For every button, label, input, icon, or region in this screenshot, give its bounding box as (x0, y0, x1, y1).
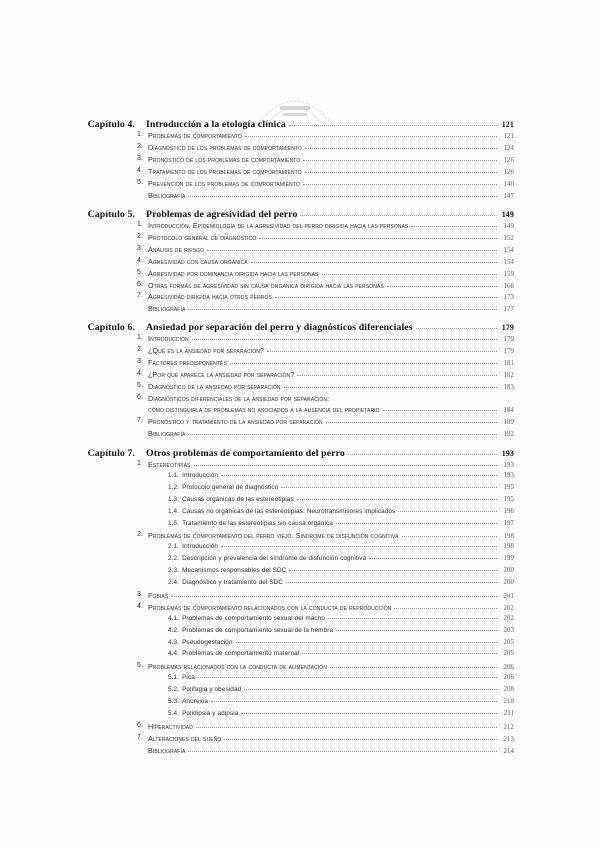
entry-title: Problemas de comportamiento sexual del macho (182, 614, 325, 622)
toc-entry[interactable] (148, 746, 514, 755)
dot-leader (411, 226, 497, 227)
entry-page-number: 210 (503, 698, 514, 705)
subentry-number: 2.1. (168, 543, 180, 551)
entry-number: 1. (136, 334, 143, 341)
entry-number: 5. (136, 268, 143, 276)
dot-leader (297, 375, 497, 376)
entry-title: ¿Qué es la ansiedad por separación? (148, 345, 265, 355)
entry-page-number: 213 (503, 735, 514, 743)
entry-page-number: 121 (503, 133, 514, 140)
subentry-number: 1.1. (168, 471, 180, 479)
entry-page-number: 166 (503, 282, 514, 290)
dot-leader (241, 713, 497, 714)
entry-page-number: 154 (503, 246, 514, 254)
entry-page-number: 211 (503, 709, 514, 717)
toc-subentry[interactable] (168, 472, 514, 479)
dot-leader (284, 387, 497, 388)
toc-entry[interactable] (136, 256, 514, 266)
toc-entry[interactable] (136, 369, 514, 379)
entry-page-number: 206 (503, 664, 514, 672)
chapter-heading[interactable] (87, 209, 514, 220)
toc-entry[interactable] (136, 280, 514, 290)
entry-number: 6. (136, 393, 143, 401)
subentry-number: 2.4. (168, 579, 180, 586)
entry-page-number: 195 (503, 495, 514, 503)
entry-page-number: 193 (503, 462, 514, 469)
toc-subentry[interactable] (168, 543, 514, 550)
entry-number: 7. (136, 733, 143, 741)
subentry-number: 4.2. (168, 626, 180, 634)
entry-title: Pronóstico y tratamiento de la ansiedad por separación (148, 417, 323, 427)
dot-leader (267, 351, 497, 352)
subentry-number: 5.2. (168, 686, 180, 694)
dot-leader (416, 328, 497, 329)
entry-page-number: 200 (503, 579, 514, 586)
entry-number: 5. (136, 381, 143, 389)
entry-page-number: 196 (503, 507, 514, 515)
entry-title: Descripción y prevalencia del síndrome de disfunción cognitiva (182, 555, 367, 563)
entry-number: 4. (136, 369, 143, 377)
dot-leader (402, 536, 497, 537)
entry-page-number: 199 (503, 555, 514, 563)
entry-title: Problemas de comportamiento del perro viejo. Síndrome de disfunción cognitiva (148, 531, 399, 541)
toc-subentry[interactable] (168, 579, 514, 586)
entry-title: Análisis de riesgo (148, 244, 205, 254)
dot-leader (303, 160, 497, 161)
dot-leader (207, 250, 497, 251)
toc-entry[interactable] (136, 221, 514, 230)
chapter-page-number: 193 (501, 449, 514, 458)
dot-leader (230, 363, 497, 364)
entry-number: 1. (136, 221, 143, 228)
entry-title: Introducción (182, 543, 219, 551)
chapter-heading[interactable] (87, 322, 514, 333)
toc-entry[interactable] (136, 417, 514, 427)
subentry-number: 4.1. (168, 614, 180, 622)
dot-leader (303, 184, 497, 185)
dot-leader (221, 546, 497, 547)
toc-entry[interactable] (136, 381, 514, 391)
subentry-number: 1.3. (168, 495, 180, 503)
entry-number: 2. (136, 531, 143, 539)
dot-leader (369, 558, 497, 559)
chapter-page-number: 179 (501, 323, 514, 332)
chapter-label: Capítulo 7. (87, 448, 135, 459)
entry-number: 2. (136, 232, 143, 240)
toc-subentry[interactable] (168, 698, 514, 705)
entry-page-number: 195 (503, 483, 514, 491)
dot-leader (198, 677, 497, 678)
toc-subentry[interactable] (168, 615, 514, 622)
entry-title: Mecanismos responsables del SDC (182, 567, 287, 575)
entry-title: ¿Por qué aparece la ansiedad por separación? (148, 369, 295, 379)
toc-entry[interactable] (136, 292, 514, 302)
toc-subentry[interactable] (168, 496, 514, 503)
entry-title: Problemas de comportamiento relacionados con la conducta de reproducción (148, 602, 392, 612)
entry-page-number: 183 (503, 383, 514, 391)
entry-page-number: 206 (503, 674, 514, 682)
dot-leader (275, 297, 497, 298)
entry-page-number: 159 (503, 270, 514, 278)
entry-page-number: 208 (503, 686, 514, 694)
toc-entry[interactable] (136, 178, 514, 188)
dot-leader (188, 751, 497, 752)
dot-leader (188, 309, 497, 310)
toc-entry[interactable] (136, 345, 514, 355)
chapter-heading[interactable] (87, 448, 514, 459)
dot-leader (394, 608, 497, 609)
dot-leader (330, 667, 497, 668)
entry-page-number: 201 (503, 592, 514, 600)
entry-title: Tratamiento de los problemas de comportamiento (148, 166, 302, 176)
chapter-title: Problemas de agresividad del perro (146, 209, 298, 220)
dot-leader (297, 499, 497, 500)
subentry-number: 5.3. (168, 698, 180, 705)
entry-page-number: 154 (503, 258, 514, 266)
dot-leader (259, 238, 497, 239)
entry-title: Estereotipias (148, 460, 191, 469)
entry-page-number: 214 (503, 747, 514, 755)
entry-title: Problemas de comportamiento (148, 131, 242, 140)
entry-page-number: 193 (503, 471, 514, 479)
entry-title: cómo distinguirla de problemas no asociados a la ausencia del propietario (148, 405, 380, 415)
dot-leader (211, 701, 497, 702)
entry-page-number: 173 (503, 294, 514, 302)
toc-subentry[interactable] (168, 508, 514, 515)
dot-leader (289, 570, 497, 571)
dot-leader (281, 487, 497, 488)
toc-subentry[interactable] (168, 710, 514, 717)
dot-leader (300, 215, 497, 216)
toc-entry[interactable] (148, 429, 514, 438)
dot-leader (387, 286, 497, 287)
dot-leader (188, 434, 497, 435)
toc-entry[interactable] (136, 357, 514, 367)
entry-title: Problemas de comportamiento sexual de la hembra (182, 626, 334, 634)
dot-leader (224, 739, 497, 740)
entry-title: Pseudogestación (182, 638, 233, 646)
entry-title: Causas no orgánicas de las estereotipias. Neurotransmisores implicados (182, 507, 396, 515)
toc-entry[interactable] (136, 602, 514, 612)
dot-leader (244, 689, 497, 690)
entry-number: 5. (136, 662, 143, 670)
chapter-page-number: 149 (501, 210, 514, 219)
dot-leader (245, 136, 497, 137)
dot-leader (192, 339, 497, 340)
toc-entry[interactable] (136, 232, 514, 242)
entry-page-number: 184 (503, 407, 514, 415)
entry-title: Protocolo general de diagnóstico (182, 483, 279, 491)
entry-number: 4. (136, 602, 143, 610)
dot-leader (322, 274, 497, 275)
entry-title: Prevención de los problemas de comportamiento (148, 178, 300, 188)
entry-title: Agresividad dirigida hacia otros perros (148, 292, 272, 302)
entry-page-number: 198 (503, 533, 514, 541)
entry-number: 7. (136, 292, 143, 300)
dot-leader (326, 422, 497, 423)
entry-page-number: 205 (503, 650, 514, 658)
entry-title: Otras formas de agresividad sin causa orgánica dirigida hacia las personas (148, 280, 384, 290)
entry-title: Agresividad con causa orgánica (148, 256, 248, 266)
entry-number: 3. (136, 154, 143, 162)
entry-page-number: 198 (503, 543, 514, 551)
entry-page-number: 197 (503, 519, 514, 527)
entry-title: Bibliografía (148, 304, 186, 314)
chapter-title: Introducción a la etología clínica (146, 119, 286, 130)
entry-number: 4. (136, 256, 143, 264)
toc-entry[interactable] (136, 334, 514, 343)
entry-number: 5. (136, 178, 143, 186)
entry-page-number: 179 (503, 336, 514, 343)
entry-number: 7. (136, 417, 143, 425)
dot-leader (305, 148, 497, 149)
toc-entry[interactable] (136, 166, 514, 176)
entry-title: Pronóstico de los problemas de comportamiento (148, 154, 301, 164)
entry-title: Problemas de comportamiento maternal (182, 650, 300, 658)
entry-title: Hiperactividad (148, 721, 193, 731)
chapter-title: Otros problemas de comportamiento del perro (146, 448, 345, 459)
entry-page-number: 200 (503, 567, 514, 575)
toc-entry[interactable] (136, 244, 514, 254)
chapter-heading[interactable] (87, 119, 514, 130)
toc-entry[interactable] (136, 531, 514, 541)
toc-entry[interactable] (136, 460, 514, 469)
toc-entry[interactable] (136, 721, 514, 731)
dot-leader (305, 172, 497, 173)
toc-entry[interactable] (136, 733, 514, 743)
dot-leader (221, 475, 497, 476)
entry-page-number: 192 (503, 431, 514, 439)
toc-subentry[interactable] (168, 484, 514, 491)
entry-page-number: 181 (503, 359, 514, 367)
toc-entry[interactable] (148, 191, 514, 200)
toc-entry[interactable] (136, 662, 514, 672)
dot-leader (302, 653, 497, 654)
entry-page-number: 212 (503, 723, 514, 731)
chapter-title: Ansiedad por separación del perro y diagnósticos diferenciales (146, 322, 413, 333)
toc-entry[interactable] (136, 154, 514, 164)
subentry-number: 2.3. (168, 567, 180, 575)
subentry-number: 1.5. (168, 519, 180, 527)
entry-title: Introducción. Epidemiología de la agresividad del perro dirigida hacia las personas (148, 221, 409, 230)
subentry-number: 2.2. (168, 555, 180, 563)
dot-leader (348, 454, 497, 455)
entry-number: 3. (136, 590, 143, 598)
subentry-number: 5.1. (168, 674, 180, 682)
entry-title: Polifagia y obesidad (182, 686, 242, 694)
subentry-number: 5.4. (168, 709, 180, 717)
entry-title: Diagnósticos diferenciales de la ansiedad por separación: (148, 393, 330, 403)
entry-number: 4. (136, 166, 143, 174)
toc-entry[interactable] (136, 393, 514, 403)
subentry-number: 4.4. (168, 650, 180, 658)
dot-leader (196, 727, 497, 728)
entry-title: Fobias (148, 590, 169, 600)
subentry-number: 4.3. (168, 638, 180, 646)
entry-page-number: 149 (503, 223, 514, 230)
entry-title: Bibliografía (148, 190, 186, 200)
entry-title: Factores predisponentes (148, 357, 227, 367)
dot-leader (194, 465, 498, 466)
chapter-label: Capítulo 5. (87, 209, 135, 220)
entry-number: 2. (136, 142, 143, 150)
entry-number: 3. (136, 244, 143, 252)
entry-title: Alteraciones del sueño (148, 733, 222, 743)
toc-entry[interactable] (136, 268, 514, 278)
toc-subentry[interactable] (168, 555, 514, 562)
dot-leader (383, 410, 497, 411)
entry-title: Pica (182, 674, 195, 682)
toc-subentry[interactable] (168, 674, 514, 681)
entry-title: Problemas relacionados con la conducta de alimentación (148, 662, 327, 672)
toc-entry[interactable] (148, 405, 514, 414)
entry-number: 6. (136, 721, 143, 729)
entry-title: Tratamiento de las estereotipias sin causa orgánica (182, 519, 333, 527)
toc-entry[interactable] (148, 304, 514, 313)
entry-title: Polidipsia y adipsia (182, 709, 239, 717)
entry-title: Diagnóstico de la ansiedad por separación (148, 381, 281, 391)
dot-leader (251, 262, 497, 263)
entry-number: 3. (136, 357, 143, 365)
toc-entry[interactable] (136, 142, 514, 152)
entry-title: Diagnóstico de los problemas de comportamiento (148, 142, 302, 152)
dot-leader (286, 582, 497, 583)
toc-subentry[interactable] (168, 686, 514, 693)
dot-leader (188, 196, 497, 197)
entry-page-number: 205 (503, 638, 514, 646)
dot-leader (171, 596, 497, 597)
dot-leader (336, 523, 497, 524)
entry-page-number: 189 (503, 419, 514, 427)
entry-page-number: 202 (503, 604, 514, 612)
entry-page-number: 126 (503, 156, 514, 164)
entry-page-number: 140 (503, 180, 514, 188)
entry-title: Agresividad por dominancia dirigida hacia las personas (148, 268, 319, 278)
entry-title: Protocolo general de diagnóstico (148, 232, 257, 242)
toc-subentry[interactable] (168, 639, 514, 646)
toc-subentry[interactable] (168, 650, 514, 657)
entry-page-number: 177 (503, 306, 514, 314)
entry-page-number: 202 (503, 614, 514, 622)
entry-page-number: 126 (503, 168, 514, 176)
toc-subentry[interactable] (168, 520, 514, 527)
entry-title: Causas orgánicas de las estereotipias (182, 495, 294, 503)
entry-number: 1. (136, 460, 143, 467)
subentry-number: 1.2. (168, 483, 180, 491)
entry-title: Bibliografía (148, 745, 186, 755)
chapter-label: Capítulo 6. (87, 322, 135, 333)
toc-subentry[interactable] (168, 627, 514, 634)
entry-page-number: 203 (503, 626, 514, 634)
entry-number: 1. (136, 131, 143, 138)
entry-page-number: 179 (503, 347, 514, 355)
entry-title: Introducción (148, 334, 189, 343)
chapter-page-number: 121 (501, 120, 514, 129)
entry-title: Bibliografía (148, 429, 186, 439)
dot-leader (398, 511, 497, 512)
toc-entry[interactable] (136, 131, 514, 140)
entry-page-number: 152 (503, 234, 514, 242)
entry-page-number: 124 (503, 144, 514, 152)
chapter-label: Capítulo 4. (87, 119, 135, 130)
entry-number: 6. (136, 280, 143, 288)
dot-leader (328, 618, 497, 619)
subentry-number: 1.4. (168, 507, 180, 515)
entry-title: Introducción (182, 471, 219, 479)
dot-leader (236, 642, 497, 643)
entry-number: 2. (136, 345, 143, 353)
toc-entry[interactable] (136, 590, 514, 600)
toc-subentry[interactable] (168, 567, 514, 574)
dot-leader (336, 630, 497, 631)
entry-page-number: 147 (503, 192, 514, 200)
entry-title: Diagnóstico y tratamiento del SDC (182, 579, 284, 586)
dot-leader (289, 125, 497, 126)
entry-page-number: 182 (503, 371, 514, 379)
entry-title: Anorexia (182, 698, 209, 705)
